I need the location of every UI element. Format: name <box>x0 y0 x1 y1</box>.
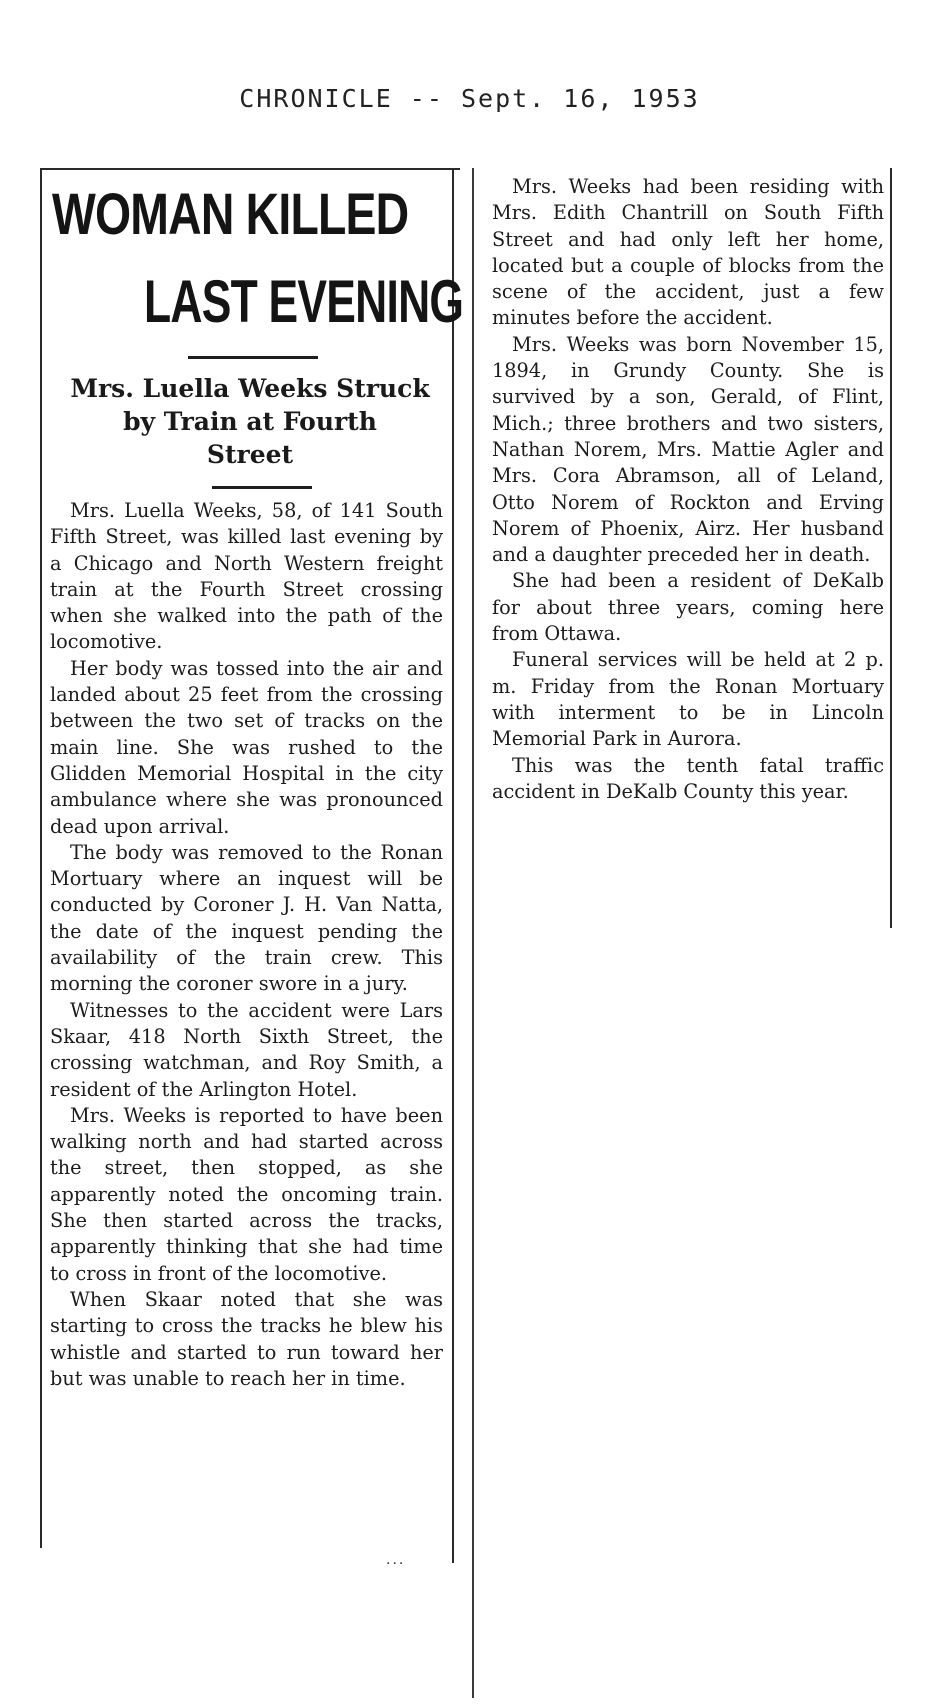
page-header-dateline: CHRONICLE -- Sept. 16, 1953 <box>239 84 700 113</box>
left-paragraph-5: Mrs. Weeks is reported to have been walking north and had started across the street, then stopped, as she apparently noted the oncoming train. She then started across the tracks, apparently thinking that she had time to cross in front of the locomotive. <box>50 1103 443 1285</box>
left-paragraph-2: Her body was tossed into the air and landed about 25 feet from the crossing between the two set of tracks on the main line. She was rushed to the Glidden Memorial Hospital in the city ambulance where she was pronounced dead upon arrival. <box>50 656 443 838</box>
center-divider-rule <box>472 168 474 1698</box>
headline-line-1: WOMAN KILLED <box>52 182 409 247</box>
right-paragraph-1: Mrs. Weeks had been residing with Mrs. Edith Chantrill on South Fifth Street and had only left her home, located but a couple of blocks from the scene of the accident, just a few minutes before the accident. <box>492 175 884 330</box>
subhead-line-2: by Train at Fourth <box>123 407 377 436</box>
right-paragraph-3: She had been a resident of DeKalb for about three years, coming here from Ottawa. <box>492 569 884 646</box>
subhead-line-3: Street <box>206 440 294 469</box>
subhead-line-1: Mrs. Luella Weeks Struck <box>70 374 430 403</box>
right-border-rule <box>890 168 892 928</box>
left-paragraph-3: The body was removed to the Ronan Mortuary where an inquest will be conducted by Coroner J. H. Van Natta, the date of the inquest pending the availability of the train crew. This morning the coroner swore in a jury. <box>50 840 443 996</box>
left-paragraph-1: Mrs. Luella Weeks, 58, of 141 South Fifth Street, was killed last evening by a Chicago and North Western freight train at the Fourth Street crossing when she walked into the path of the locomotive. <box>50 499 443 654</box>
right-paragraph-5: This was the tenth fatal traffic accident in DeKalb County this year. <box>492 753 884 803</box>
left-column-body <box>50 498 443 1392</box>
left-border-rule <box>40 168 42 1548</box>
subheadline <box>48 372 452 471</box>
left-column-right-rule <box>452 168 454 1563</box>
continuation-mark: ... <box>386 1552 406 1568</box>
headline-divider <box>188 356 318 359</box>
top-border-rule <box>40 168 460 170</box>
right-paragraph-4: Funeral services will be held at 2 p. m. Friday from the Ronan Mortuary with interment to be in Lincoln Memorial Park in Aurora. <box>492 648 884 751</box>
subhead-divider <box>212 486 312 489</box>
right-column-body <box>492 174 884 805</box>
right-paragraph-2: Mrs. Weeks was born November 15, 1894, in Grundy County. She is survived by a son, Gerald, of Flint, Mich.; three brothers and two sisters, Nathan Norem, Mrs. Mattie Agler and Mrs. Cora Abramson, all of Leland, Otto Norem of Rockton and Erving Norem of Phoenix, Airz. Her husband and a daughter preceded her in death. <box>492 332 884 567</box>
headline-line-2: LAST EVENING <box>144 268 464 335</box>
left-paragraph-4: Witnesses to the accident were Lars Skaar, 418 North Sixth Street, the crossing watchman, and Roy Smith, a resident of the Arlington Hotel. <box>50 998 443 1101</box>
left-paragraph-6: When Skaar noted that she was starting to cross the tracks he blew his whistle and started to run toward her but was unable to reach her in time. <box>50 1287 443 1390</box>
